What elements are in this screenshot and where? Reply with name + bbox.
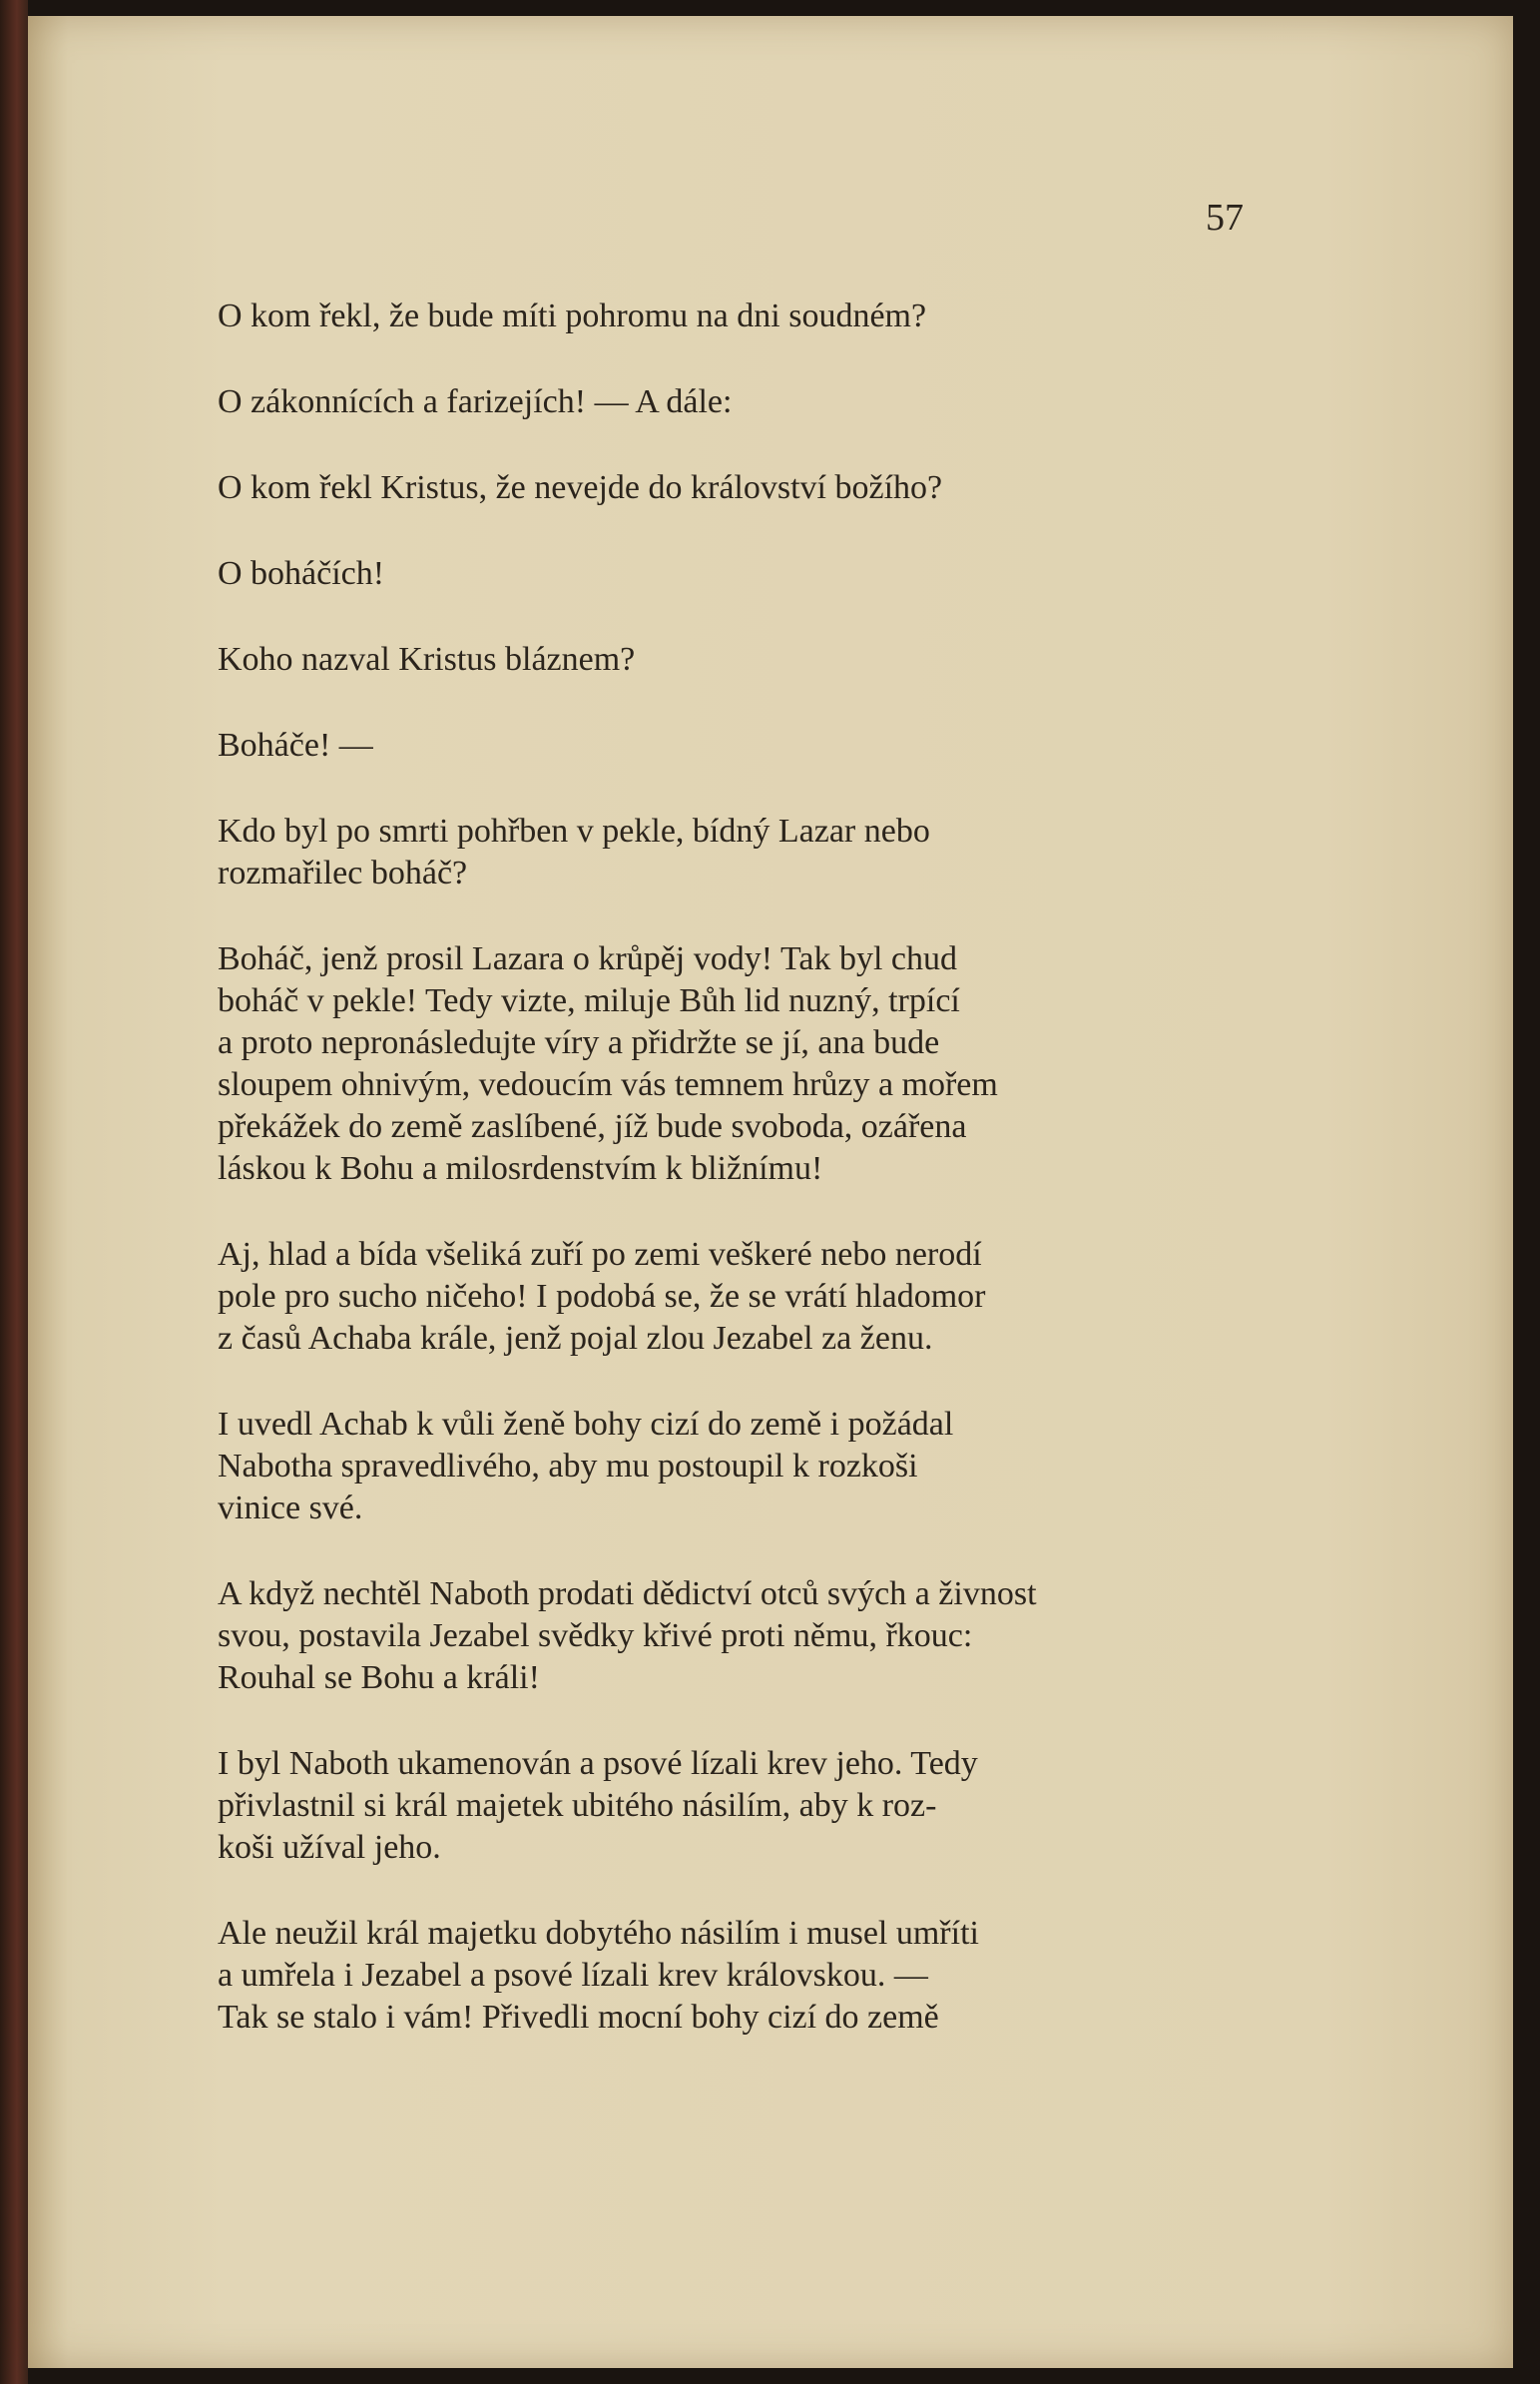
text-line: rozmařilec boháč? bbox=[218, 855, 468, 892]
paragraph bbox=[218, 467, 1256, 509]
paragraph bbox=[218, 1573, 1256, 1699]
text-line: přivlastnil si král majetek ubitého násilím, aby k roz- bbox=[218, 1787, 937, 1824]
text-line: Nabotha spravedlivého, aby mu postoupil k rozkoši bbox=[218, 1448, 918, 1485]
paragraph bbox=[218, 938, 1256, 1190]
book-page bbox=[28, 16, 1513, 2368]
text-line: láskou k Bohu a milosrdenstvím k bližnímu! bbox=[218, 1150, 823, 1187]
text-line: O kom řekl, že bude míti pohromu na dni soudném? bbox=[218, 298, 927, 334]
text-line: A když nechtěl Naboth prodati dědictví otců svých a živnost bbox=[218, 1575, 1037, 1612]
paragraph bbox=[218, 811, 1256, 894]
text-line: sloupem ohnivým, vedoucím vás temnem hrůzy a mořem bbox=[218, 1066, 998, 1103]
text-line: O boháčích! bbox=[218, 555, 385, 592]
text-line: vinice své. bbox=[218, 1490, 363, 1526]
page-number: 57 bbox=[1206, 197, 1244, 239]
text-line: Koho nazval Kristus bláznem? bbox=[218, 641, 636, 678]
text-line: O kom řekl Kristus, že nevejde do království božího? bbox=[218, 469, 943, 506]
paragraph bbox=[218, 639, 1256, 681]
text-line: I uvedl Achab k vůli ženě bohy cizí do země i požádal bbox=[218, 1406, 954, 1443]
text-line: a proto nepronásledujte víry a přidržte se jí, ana bude bbox=[218, 1024, 940, 1061]
text-line: I byl Naboth ukamenován a psové lízali krev jeho. Tedy bbox=[218, 1745, 978, 1782]
text-line: překážek do země zaslíbené, jíž bude svoboda, ozářena bbox=[218, 1108, 967, 1145]
paragraph bbox=[218, 1234, 1256, 1360]
text-line: Kdo byl po smrti pohřben v pekle, bídný Lazar nebo bbox=[218, 813, 930, 850]
page-text bbox=[218, 296, 1256, 2083]
text-line: Ale neužil král majetku dobytého násilím i musel umříti bbox=[218, 1915, 979, 1952]
text-line: Tak se stalo i vám! Přivedli mocní bohy cizí do země bbox=[218, 1999, 939, 2036]
text-line: koši užíval jeho. bbox=[218, 1829, 441, 1866]
book-binding bbox=[0, 0, 28, 2384]
text-line: Rouhal se Bohu a králi! bbox=[218, 1659, 540, 1696]
text-line: Boháče! — bbox=[218, 727, 373, 764]
paragraph bbox=[218, 553, 1256, 595]
text-line: a umřela i Jezabel a psové lízali krev královskou. — bbox=[218, 1957, 928, 1994]
text-line: boháč v pekle! Tedy vizte, miluje Bůh lid nuzný, trpící bbox=[218, 982, 960, 1019]
paragraph bbox=[218, 296, 1256, 337]
text-line: O zákonnících a farizejích! — A dále: bbox=[218, 383, 733, 420]
paragraph bbox=[218, 725, 1256, 767]
text-line: svou, postavila Jezabel svědky křivé proti němu, řkouc: bbox=[218, 1617, 973, 1654]
paragraph bbox=[218, 1913, 1256, 2039]
paragraph bbox=[218, 1743, 1256, 1869]
paragraph bbox=[218, 1404, 1256, 1529]
text-line: Boháč, jenž prosil Lazara o krůpěj vody! Tak byl chud bbox=[218, 940, 957, 977]
text-line: Aj, hlad a bída všeliká zuří po zemi veškeré nebo nerodí bbox=[218, 1236, 982, 1273]
text-line: pole pro sucho ničeho! I podobá se, že se vrátí hladomor bbox=[218, 1278, 986, 1315]
text-line: z časů Achaba krále, jenž pojal zlou Jezabel za ženu. bbox=[218, 1320, 933, 1357]
paragraph bbox=[218, 381, 1256, 423]
